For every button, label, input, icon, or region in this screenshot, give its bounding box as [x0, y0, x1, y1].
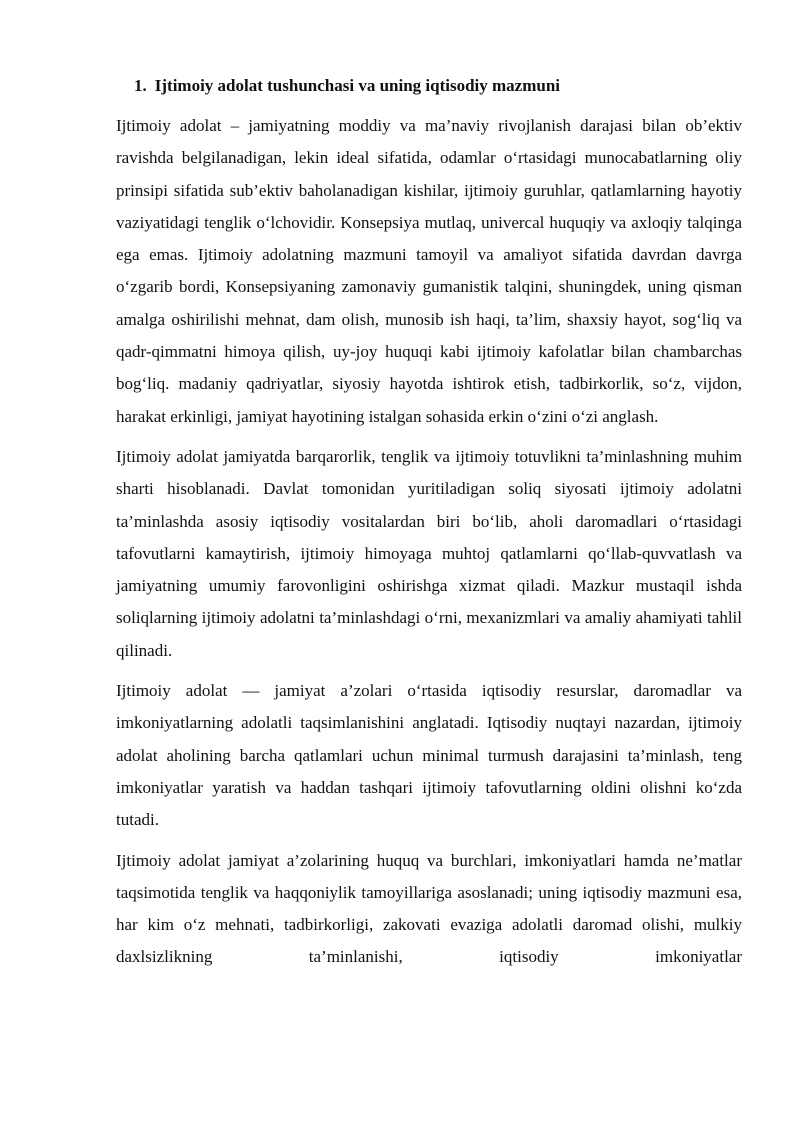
section-title: Ijtimoiy adolat tushunchasi va uning iqtisodiy mazmuni [154, 76, 561, 95]
section-heading [134, 74, 742, 98]
document-page [116, 74, 742, 974]
paragraph-3: Ijtimoiy adolat — jamiyat a’zolari o‘rtasida iqtisodiy resurslar, daromadlar va imkoniyatlarning adolatli taqsimlanishini anglatadi. Iqtisodiy nuqtayi nazardan, ijtimoiy adolat aholining barcha qatlamlari uchun minimal turmush darajasini ta’minlash, teng imkoniyatlar yaratish va haddan tashqari ijtimoiy tafovutlarning oldini olishni ko‘zda tutadi. [116, 681, 742, 830]
paragraph-2: Ijtimoiy adolat jamiyatda barqarorlik, tenglik va ijtimoiy totuvlikni ta’minlashning muhim sharti hisoblanadi. Davlat tomonidan yuritiladigan soliq siyosati ijtimoiy adolatni ta’minlashda asosiy iqtisodiy vositalardan biri bo‘lib, aholi daromadlari o‘rtasidagi tafovutlarni kamaytirish, ijtimoiy himoyaga muhtoj qatlamlarni qo‘llab-quvvatlash va jamiyatning umumiy farovonligini oshirishga xizmat qiladi. Mazkur mustaqil ishda soliqlarning ijtimoiy adolatni ta’minlashdagi o‘rni, mexanizmlari va amaliy ahamiyati tahlil qilinadi. [116, 446, 742, 660]
section-number: 1. [134, 76, 147, 95]
paragraph-1: Ijtimoiy adolat – jamiyatning moddiy va ma’naviy rivojlanish darajasi bilan ob’ektiv ravishda belgilanadigan, lekin ideal sifatida, odamlar o‘rtasidagi munocabatlarning oliy prinsipi sifatida sub’ektiv baholanadigan kishilar, ijtimoiy guruhlar, qatlamlarning hayotiy vaziyatidagi tenglik o‘lchovidir. Konsepsiya mutlaq, univercal huquqiy va axloqiy talqinga ega emas. Ijtimoiy adolatning mazmuni tamoyil va amaliyot sifatida davrdan davrga o‘zgarib bordi, Konsepsiyaning zamonaviy gumanistik talqini, shuningdek, uning qisman amalga oshirilishi mehnat, dam olish, munosib ish haqi, ta’lim, shaxsiy hayot, sog‘liq va qadr-qimmatni himoya qilish, uy-joy huquqi kabi ijtimoiy kafolatlar bilan chambarchas bog‘liq. madaniy qadriyatlar, siyosiy hayotda ishtirok etish, tadbirkorlik, so‘z, vijdon, harakat erkinligi, jamiyat hayotining istalgan sohasida erkin o‘zini o‘zi anglash. [116, 116, 742, 426]
paragraph-4: Ijtimoiy adolat jamiyat a’zolarining huquq va burchlari, imkoniyatlari hamda ne’matlar taqsimotida tenglik va haqqoniylik tamoyillariga asoslanadi; uning iqtisodiy mazmuni esa, har kim o‘z mehnati, tadbirkorligi, zakovati evaziga adolatli daromad olishi, mulkiy daxlsizlikning ta’minlanishi, iqtisodiy imkoniyatlar [116, 850, 742, 967]
